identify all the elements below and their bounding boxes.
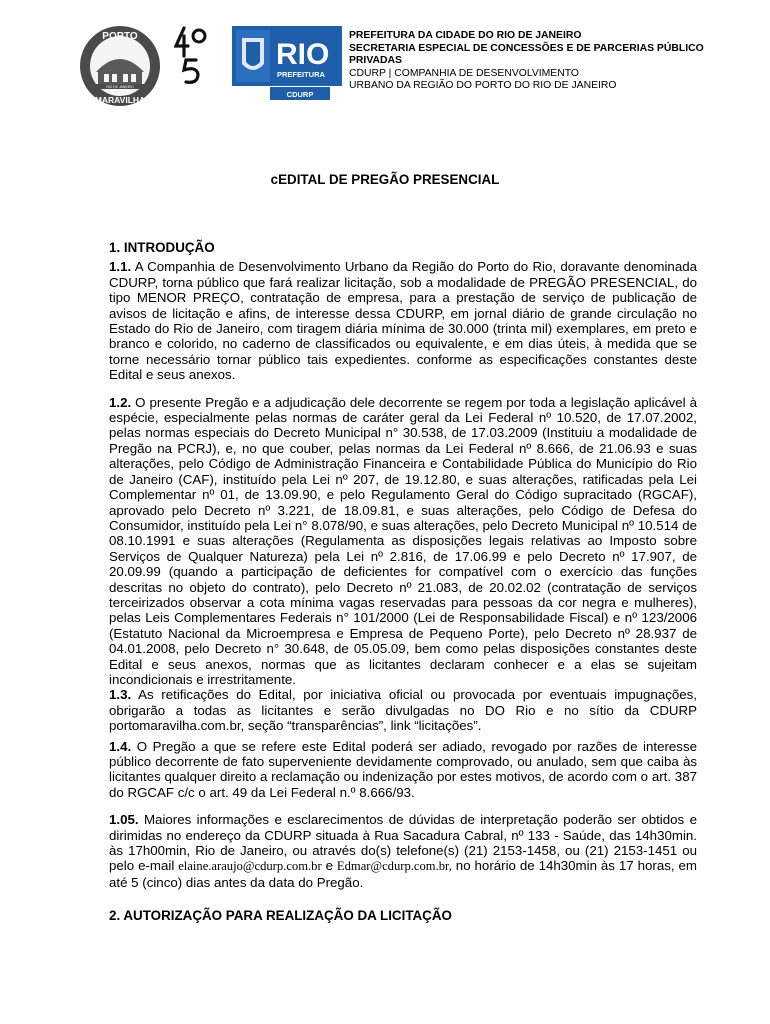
letterhead-line-5: URBANO DA REGIÃO DO PORTO DO RIO DE JANEIRO <box>349 80 617 92</box>
document-body <box>109 240 697 928</box>
paragraph-1-05 <box>109 812 697 890</box>
document-title: cEDITAL DE PREGÃO PRESENCIAL <box>270 172 500 187</box>
paragraph-text: O presente Pregão e a adjudicação dele decorrente se regem por toda a legislação aplicável à espécie, especialmente pelas normas de caráter geral da Lei Federal nº 10.520, de 17.07.2002, pelas normas especiais do Decreto Municipal n° 30.538, de 17.03.2009 (Instituiu a modalidade de Pregão na PCRJ), e, no que couber, pelas normas da Lei Federal nº 8.666, de 21.06.93 e suas alterações, pelo Código de Administração Financeira e Contabilidade Pública do Município do Rio de Janeiro (CAF), instituído pela Lei nº 207, de 19.12.80, e suas alterações, ratificadas pela Lei Complementar nº 01, de 13.09.90, e pelo Regulamento Geral do Código supracitado (RGCAF), aprovado pelo Decreto nº 3.221, de 18.09.81, e suas alterações, pelo Código de Defesa do Consumidor, instituído pela Lei n° 8.078/90, e suas alterações, pelo Decreto Municipal nº 10.514 de 08.10.1991 e suas alterações (Regulamenta as disposições legais relativas ao Imposto sobre Serviços de Qualquer Natureza) pela Lei nº 2.816, de 17.06.99 e pelo Decreto nº 17.907, de 20.09.99 (quando a participação de deficientes for compatível com o exercício das funções descritas no objeto do contrato), pelo Decreto nº 21.083, de 20.02.02 (contratação de serviços terceirizados observar a cota mínima vagas reservadas para pessoas da cor negra e mulheres), pelas Leis Complementares Federais n° 101/2000 (Lei de Responsabilidade Fiscal) e nº 123/2006 (Estatuto Nacional da Microempresa e Empresa de Pequeno Porte), pelo Decreto nº 28.937 de 04.01.2008, pelo Decreto n° 30.648, de 05.05.09, bem como pelas disposições constantes deste Edital e seus anexos, normas que as licitantes declaram conhecer e a elas se sujeitam incondicionais e irrestritamente. <box>109 394 697 687</box>
letterhead-line-2: SECRETARIA ESPECIAL DE CONCESSÕES E DE PARCERIAS PÚBLICO <box>349 42 704 54</box>
letterhead-text <box>349 30 704 93</box>
paragraph-text: O Pregão a que se refere este Edital poderá ser adiado, revogado por razões de interesse público decorrente de fato superveniente devidamente comprovado, ou anulado, sem que caiba às licitantes qualquer direito a reclamação ou indenização por estes motivos, de acordo com o art. 387 do RGCAF c/c o art. 49 da Lei Federal n.º 8.666/93. <box>109 738 697 800</box>
porto-maravilha-logo <box>78 24 162 108</box>
section-2-heading: 2. AUTORIZAÇÃO PARA REALIZAÇÃO DA LICITAÇÃO <box>109 908 452 924</box>
paragraph-number: 1.2. <box>109 394 132 410</box>
paragraph-1-4 <box>109 739 697 801</box>
paragraph-number: 1.05. <box>109 812 139 828</box>
paragraph-text: no horário de 14h30min às 17 horas, em até 5 (cinco) dias antes da data do Pregão. <box>109 858 697 890</box>
paragraph-number: 1.1. <box>109 259 132 275</box>
cdurp-logo-text: CDURP <box>286 90 314 99</box>
paragraph-text: e <box>321 858 337 874</box>
letterhead-line-4: CDURP | COMPANHIA DE DESENVOLVIMENTO <box>349 67 579 79</box>
paragraph-number: 1.3. <box>109 687 132 703</box>
paragraph-1-3 <box>109 687 697 733</box>
paragraph-1-1 <box>109 259 697 382</box>
section-1-heading: 1. INTRODUÇÃO <box>109 240 215 255</box>
paragraph-text: As retificações do Edital, por iniciativa oficial ou provocada por eventuais impugnações, obrigarão a todas as licitantes e serão divulgadas no DO Rio e no sítio da CDURP portomaravilha.com.br, seção “transparências”, link “licitações”. <box>109 687 697 734</box>
email-link-edmar[interactable]: Edmar@cdurp.com.br, <box>336 859 452 874</box>
letterhead-line-1: PREFEITURA DA CIDADE DO RIO DE JANEIRO <box>349 30 582 41</box>
logo-strip <box>78 24 338 106</box>
prefeitura-rio-logo <box>232 24 342 102</box>
letterhead-line-3: PRIVADAS <box>349 55 402 67</box>
porto-logo-top-text: PORTO <box>102 31 138 42</box>
porto-logo-bottom-text: MARAVILHA <box>94 95 146 105</box>
email-link-elaine[interactable]: elaine.araujo@cdurp.com.br <box>178 859 322 874</box>
rio-450-logo <box>174 26 208 86</box>
paragraph-text: Maiores informações e esclarecimentos de dúvidas de interpretação poderão ser obtidos e dirimidas no endereço da CDURP situada à Rua Sacadura Cabral, nº 133 - Saúde, das 14h30min. às 17h00min, Rio de Janeiro, ou através do(s) telefone(s) (21) 2153-1458, ou (21) 2153-1451 ou pelo e-mail <box>109 812 697 874</box>
paragraph-number: 1.4. <box>109 738 132 754</box>
paragraph-1-2 <box>109 395 697 688</box>
paragraph-text: A Companhia de Desenvolvimento Urbano da Região do Porto do Rio, doravante denominada CDURP, torna público que fará realizar licitação, sob a modalidade de PREGÃO PRESENCIAL, do tipo MENOR PREÇO, contratação de empresa, para a prestação de serviço de publicação de avisos de licitação e afins, de interesse dessa CDURP, em jornal diário de grande circulação no Estado do Rio de Janeiro, com tiragem diária mínima de 30.000 (trinta mil) exemplares, em preto e branco e colorido, no caderno de classificados ou equivalente, e em dias úteis, à medida que se torne necessário tornar público tais expedientes. conforme as especificações constantes deste Edital e seus anexos. <box>109 259 697 383</box>
porto-logo-band-text: RIO DE JANEIRO <box>106 85 134 89</box>
prefeitura-logo-text: PREFEITURA <box>277 70 325 79</box>
rio-logo-text: RIO <box>276 38 330 71</box>
